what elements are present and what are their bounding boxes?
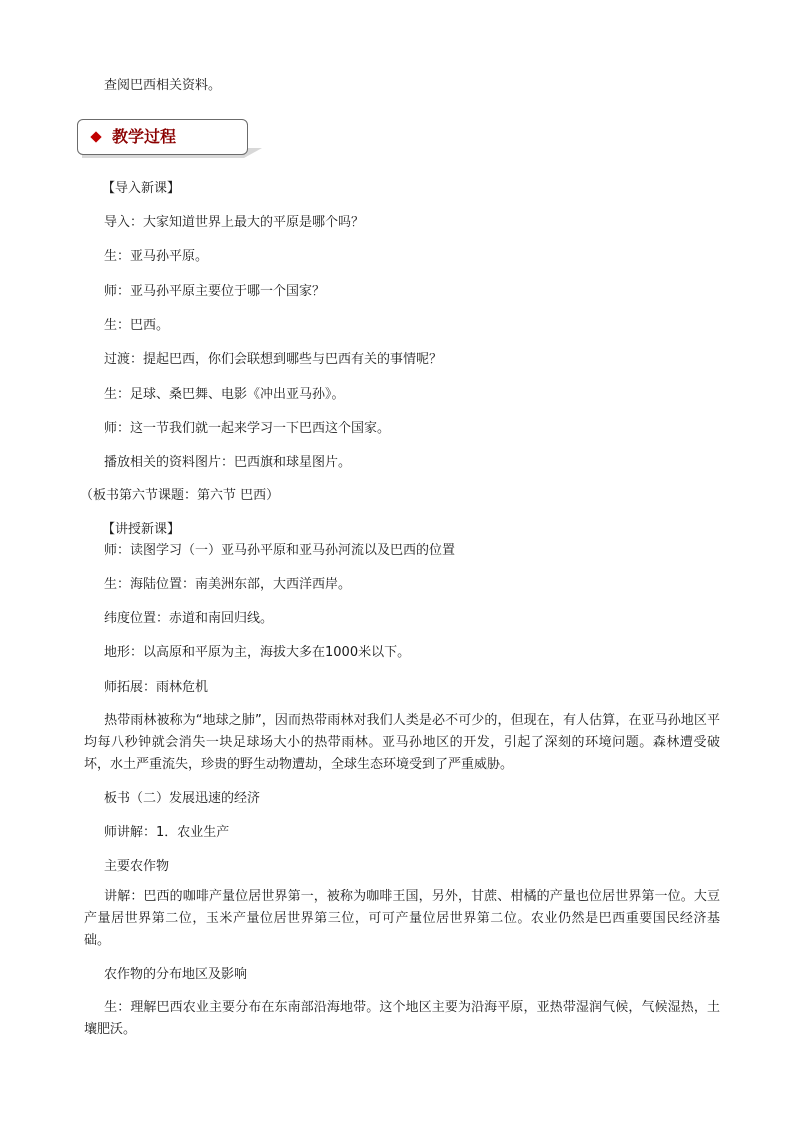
text-line: 师：亚马孙平原主要位于哪一个国家？ <box>104 284 326 299</box>
text-line: 农作物的分布地区及影响 <box>104 967 248 982</box>
text-line: 生：亚马孙平原。 <box>104 249 209 264</box>
paragraph-text: 生：理解巴西农业主要分布在东南部沿海地带。这个地区主要为沿海平原，亚热带湿润气候，气候湿热，土壤肥沃。 <box>84 1000 720 1037</box>
paragraph <box>84 997 720 1041</box>
text-line: 纬度位置：赤道和南回归线。 <box>104 611 274 626</box>
text-line: 导入：大家知道世界上最大的平原是哪个吗？ <box>104 215 365 230</box>
text-line: 地形：以高原和平原为主，海拔大多在1000米以下。 <box>104 645 411 660</box>
paragraph <box>84 886 720 952</box>
text-line: （板书第六节课题：第六节 巴西） <box>80 488 280 503</box>
paragraph <box>84 710 720 776</box>
paragraph-text: 热带雨林被称为“地球之肺”，因而热带雨林对我们人类是必不可少的，但现在，有人估算，在亚马孙地区平均每八秒钟就会消失一块足球场大小的热带雨林。亚马孙地区的开发，引起了深刻的环境问题。森林遭受破坏，水土严重流失，珍贵的野生动物遭劫，全球生态环境受到了严重威胁。 <box>84 713 720 772</box>
text-line: 师拓展：雨林危机 <box>104 680 209 695</box>
text-line: 主要农作物 <box>104 859 170 874</box>
text-line: 师：读图学习（一）亚马孙平原和亚马孙河流以及巴西的位置 <box>104 543 456 558</box>
text-line: 生：足球、桑巴舞、电影《冲出亚马孙》。 <box>104 387 345 402</box>
text-line: 生：海陆位置：南美洲东部，大西洋西岸。 <box>104 577 352 592</box>
text-line: 【讲授新课】 <box>102 522 181 537</box>
text-line: 查阅巴西相关资料。 <box>104 78 222 93</box>
section-heading <box>77 119 248 155</box>
text-line: 师讲解：1．农业生产 <box>104 825 230 840</box>
text-line: 师：这一节我们就一起来学习一下巴西这个国家。 <box>104 421 391 436</box>
text-line: 板书（二）发展迅速的经济 <box>104 791 261 806</box>
text-line: 【导入新课】 <box>102 181 181 196</box>
diamond-bullet-icon <box>90 131 101 142</box>
text-line: 过渡：提起巴西，你们会联想到哪些与巴西有关的事情呢？ <box>104 352 443 367</box>
text-line: 生：巴西。 <box>104 318 170 333</box>
section-title: 教学过程 <box>112 127 177 146</box>
paragraph-text: 讲解：巴西的咖啡产量位居世界第一，被称为咖啡王国，另外，甘蔗、柑橘的产量也位居世界第一位。大豆产量居世界第二位，玉米产量位居世界第三位，可可产量位居世界第二位。农业仍然是巴西重要国民经济基础。 <box>84 889 720 948</box>
text-line: 播放相关的资料图片：巴西旗和球星图片。 <box>104 455 352 470</box>
